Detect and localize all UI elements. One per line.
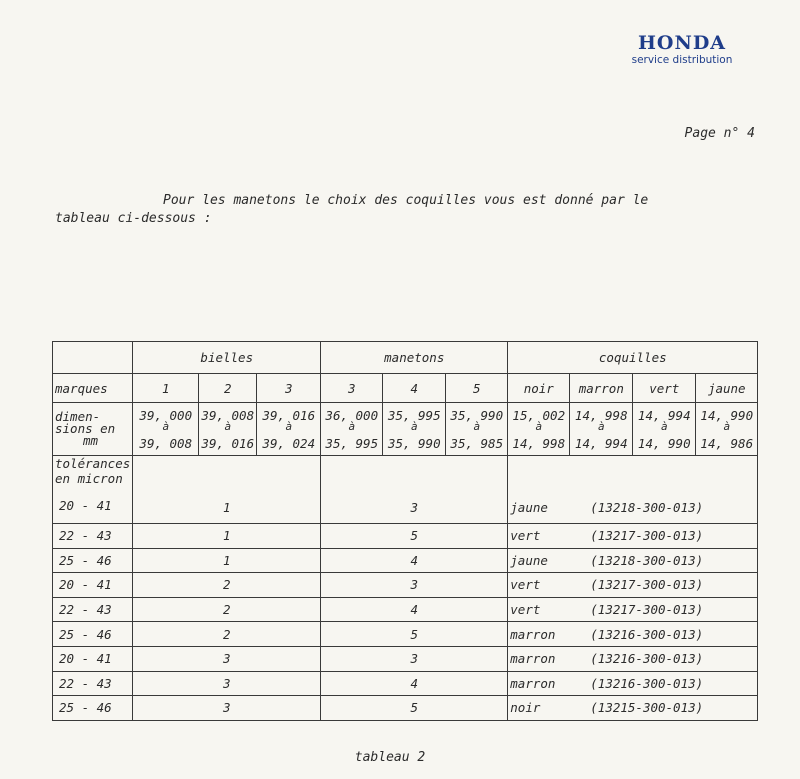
dimension-cell — [633, 403, 696, 456]
table-row — [53, 696, 758, 721]
dimension-top: 14, 998 — [574, 407, 628, 423]
maneton-cell: 4 — [321, 597, 508, 622]
coquille-colour: vert — [510, 602, 541, 618]
dimensions-label-2: sions en — [55, 421, 116, 436]
marque-cell: 3 — [321, 374, 383, 403]
maneton-cell: 5 — [321, 524, 508, 549]
dimension-top: 39, 000 — [139, 407, 193, 423]
table-row — [53, 573, 758, 598]
bielle-cell: 3 — [133, 646, 321, 671]
dimension-top: 14, 990 — [700, 407, 754, 423]
part-number: (13216-300-013) — [590, 675, 704, 691]
dimension-separator: à — [224, 419, 232, 433]
dimension-separator: à — [660, 419, 668, 433]
tolerance-rows — [53, 456, 758, 721]
part-number: (13216-300-013) — [590, 651, 704, 667]
dimension-separator: à — [723, 419, 731, 433]
dimension-top: 39, 016 — [262, 407, 316, 423]
dimension-bottom: 35, 990 — [387, 435, 441, 451]
marques-row — [53, 374, 758, 403]
coquille-colour: jaune — [510, 552, 548, 568]
table-row — [53, 646, 758, 671]
coquille-colour: marron — [510, 675, 556, 691]
dimension-cell — [570, 403, 633, 456]
marque-cell: 1 — [133, 374, 199, 403]
part-number: (13215-300-013) — [590, 700, 704, 716]
dimension-bottom: 39, 016 — [201, 435, 255, 451]
part-number: (13216-300-013) — [590, 626, 704, 642]
intro-paragraph — [55, 192, 735, 228]
part-number: (13218-300-013) — [590, 552, 704, 568]
dimensions-label-3: mm — [83, 433, 99, 448]
part-number: (13217-300-013) — [590, 577, 704, 593]
coquille-colour: vert — [510, 577, 541, 593]
group-header-manetons: manetons — [321, 342, 508, 374]
bielle-cell: 3 — [133, 696, 321, 721]
dimension-cell — [696, 403, 758, 456]
part-number: (13218-300-013) — [590, 500, 704, 515]
coquille-colour: jaune — [510, 500, 548, 515]
dimension-cell — [508, 403, 570, 456]
tolerance-cell: 22 - 43 — [53, 597, 133, 622]
table-row — [53, 456, 758, 524]
part-number: (13217-300-013) — [590, 528, 704, 544]
marque-cell: marron — [570, 374, 633, 403]
bielle-cell: 1 — [133, 548, 321, 573]
bielle-cell: 3 — [133, 671, 321, 696]
dimension-cell — [199, 403, 257, 456]
tolerance-cell: 25 - 46 — [53, 548, 133, 573]
dimension-cell — [383, 403, 446, 456]
dimension-top: 39, 008 — [201, 407, 255, 423]
dimension-cell — [446, 403, 508, 456]
tolerances-label-2: en micron — [55, 471, 123, 486]
tolerance-cell: 22 - 43 — [53, 671, 133, 696]
table-caption: tableau 2 — [354, 750, 426, 765]
table-row — [53, 622, 758, 647]
dimension-top: 14, 994 — [637, 407, 691, 423]
tolerance-cell: 25 - 46 — [53, 622, 133, 647]
maneton-cell: 5 — [321, 696, 508, 721]
dimension-bottom: 14, 998 — [512, 435, 566, 451]
coquille-colour: marron — [510, 626, 556, 642]
table-row — [53, 548, 758, 573]
bielle-cell: 2 — [133, 597, 321, 622]
dimension-separator: à — [410, 419, 418, 433]
group-header-coquilles: coquilles — [508, 342, 758, 374]
tolerance-cell: 25 - 46 — [53, 696, 133, 721]
tolerance-cell: 20 - 41 — [53, 573, 133, 598]
coquilles-table — [52, 341, 758, 721]
dimension-separator: à — [597, 419, 605, 433]
coquille-colour: vert — [510, 528, 541, 544]
coquille-cell — [508, 646, 758, 671]
dimension-separator: à — [473, 419, 481, 433]
dimension-bottom: 35, 995 — [325, 435, 379, 451]
tolerance-cell — [53, 456, 133, 524]
marque-cell: 5 — [446, 374, 508, 403]
maneton-cell: 4 — [321, 671, 508, 696]
marque-cell: 2 — [199, 374, 257, 403]
honda-logo — [612, 32, 752, 66]
corner-cell — [53, 342, 133, 374]
coquille-cell — [508, 622, 758, 647]
dimension-top: 15, 002 — [512, 407, 566, 423]
marque-cell: noir — [508, 374, 570, 403]
marque-cell: vert — [633, 374, 696, 403]
tolerance-cell: 20 - 41 — [53, 646, 133, 671]
coquille-cell — [508, 573, 758, 598]
dimension-bottom: 39, 024 — [262, 435, 316, 451]
logo-brand: HONDA — [637, 32, 727, 54]
table — [52, 341, 758, 721]
maneton-cell: 3 — [321, 573, 508, 598]
dimension-top: 35, 990 — [450, 407, 504, 423]
marque-cell: 4 — [383, 374, 446, 403]
dimensions-row — [53, 403, 758, 456]
dimension-bottom: 14, 986 — [700, 435, 754, 451]
coquille-cell — [508, 456, 758, 524]
part-number: (13217-300-013) — [590, 602, 704, 618]
maneton-cell: 3 — [321, 456, 508, 524]
maneton-cell: 5 — [321, 622, 508, 647]
dimension-separator: à — [348, 419, 356, 433]
bielle-cell: 1 — [133, 524, 321, 549]
group-header-row — [53, 342, 758, 374]
coquille-cell — [508, 548, 758, 573]
table-row — [53, 524, 758, 549]
coquille-cell — [508, 671, 758, 696]
tolerance-cell: 22 - 43 — [53, 524, 133, 549]
logo-subtitle: service distribution — [631, 54, 733, 66]
marque-cell: 3 — [257, 374, 321, 403]
dimension-separator: à — [285, 419, 293, 433]
dimension-cell — [133, 403, 199, 456]
dimension-cell — [321, 403, 383, 456]
intro-line-2: tableau ci-dessous : — [55, 211, 212, 226]
dimension-cell — [257, 403, 321, 456]
dimension-separator: à — [162, 419, 170, 433]
maneton-cell: 3 — [321, 646, 508, 671]
dimension-bottom: 39, 008 — [139, 435, 193, 451]
dimension-bottom: 14, 990 — [637, 435, 691, 451]
bielle-cell: 2 — [133, 573, 321, 598]
group-header-bielles: bielles — [133, 342, 321, 374]
coquille-cell — [508, 597, 758, 622]
dimension-top: 35, 995 — [387, 407, 441, 423]
coquille-cell — [508, 696, 758, 721]
bielle-cell: 2 — [133, 622, 321, 647]
dimension-separator: à — [535, 419, 543, 433]
table-row — [53, 671, 758, 696]
intro-line-1: Pour les manetons le choix des coquilles vous est donné par le — [163, 193, 649, 208]
dimension-top: 36, 000 — [325, 407, 379, 423]
tolerance-value: 20 - 41 — [59, 498, 112, 513]
dimension-bottom: 14, 994 — [574, 435, 628, 451]
tolerances-label-1: tolérances — [55, 456, 131, 471]
dimensions-label-1: dimen- — [55, 409, 101, 424]
marques-label: marques — [53, 374, 133, 403]
maneton-cell: 4 — [321, 548, 508, 573]
dimensions-label — [53, 403, 133, 456]
page-number: Page n° 4 — [684, 126, 755, 141]
coquille-colour: marron — [510, 651, 556, 667]
coquille-cell — [508, 524, 758, 549]
table-row — [53, 597, 758, 622]
coquille-colour: noir — [510, 700, 541, 716]
marque-cell: jaune — [696, 374, 758, 403]
dimension-bottom: 35, 985 — [450, 435, 504, 451]
bielle-cell: 1 — [133, 456, 321, 524]
